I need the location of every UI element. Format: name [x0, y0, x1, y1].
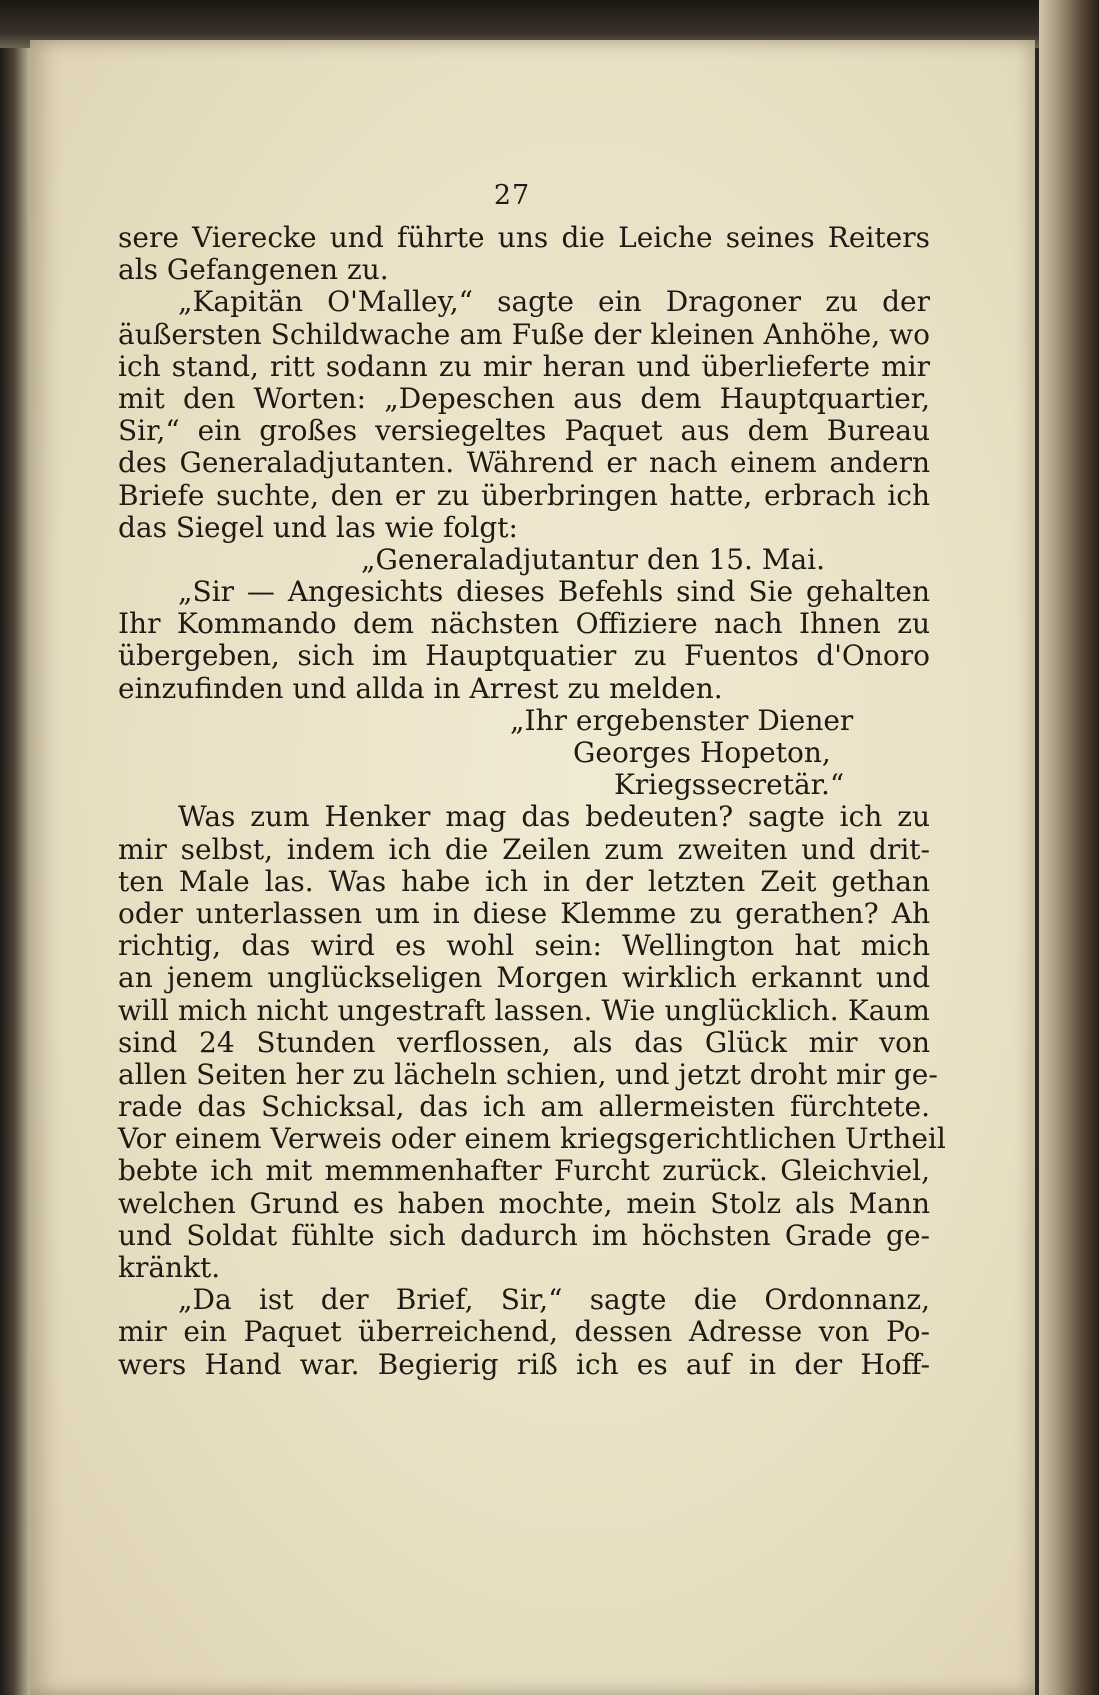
text-line: wers Hand war. Begierig riß ich es auf in der Hoff- — [118, 1347, 930, 1381]
page-text — [118, 221, 946, 1381]
text-line: mit den Worten: „Depeschen aus dem Hauptquartier, — [118, 381, 930, 415]
book-binding — [0, 0, 34, 1695]
text-line: ten Male las. Was habe ich in der letzten Zeit gethan — [118, 864, 930, 898]
text-line: „Da ist der Brief, Sir,“ sagte die Ordonnanz, — [178, 1283, 930, 1317]
text-line: sind 24 Stunden verflossen, als das Glück mir von — [118, 1025, 930, 1059]
text-line: als Gefangenen zu. — [118, 253, 389, 287]
text-line: mir selbst, indem ich die Zeilen zum zweiten und drit- — [118, 832, 930, 866]
text-line: bebte ich mit memmenhafter Furcht zurück. Gleichviel, — [118, 1154, 930, 1188]
text-line: Vor einem Verweis oder einem kriegsgerichtlichen Urtheil — [118, 1122, 946, 1156]
page-stack-edge — [1039, 0, 1099, 1695]
letter-signature: Georges Hopeton, — [573, 736, 831, 769]
text-line: und Soldat fühlte sich dadurch im höchsten Grade ge- — [118, 1218, 930, 1252]
text-line: ich stand, ritt sodann zu mir heran und überlieferte mir — [118, 349, 930, 383]
page-number: 27 — [493, 180, 531, 211]
text-line: welchen Grund es haben mochte, mein Stolz als Mann — [118, 1186, 930, 1220]
text-line: äußersten Schildwache am Fuße der kleinen Anhöhe, wo — [118, 317, 930, 351]
text-line: des Generaladjutanten. Während er nach einem andern — [118, 446, 930, 480]
text-line: allen Seiten her zu lächeln schien, und jetzt droht mir ge- — [118, 1057, 938, 1091]
text-line: einzufinden und allda in Arrest zu melden. — [118, 671, 723, 705]
text-line: will mich nicht ungestraft lassen. Wie unglücklich. Kaum — [118, 993, 930, 1027]
text-line: „Kapitän O'Malley,“ sagte ein Dragoner zu der — [178, 285, 930, 319]
text-line: kränkt. — [118, 1251, 221, 1284]
letter-signature-title: Kriegssecretär.“ — [614, 768, 845, 802]
text-line: mir ein Paquet überreichend, dessen Adresse von Po- — [118, 1315, 930, 1349]
letter-closing: „Ihr ergebenster Diener — [510, 703, 854, 737]
text-line: Briefe suchte, den er zu überbringen hatte, erbrach ich — [118, 478, 930, 512]
text-line: an jenem unglückseligen Morgen wirklich erkannt und — [118, 961, 930, 995]
text-line: „Sir — Angesichts dieses Befehls sind Sie gehalten — [178, 575, 930, 609]
letter-dateline: „Generaladjutantur den 15. Mai. — [361, 542, 826, 576]
text-line: Sir,“ ein großes versiegeltes Paquet aus dem Bureau — [118, 414, 930, 448]
text-line: richtig, das wird es wohl sein: Wellington hat mich — [118, 929, 930, 963]
text-line: rade das Schicksal, das ich am allermeisten fürchtete. — [118, 1090, 930, 1124]
book-page — [30, 40, 1035, 1695]
text-line: Ihr Kommando dem nächsten Offiziere nach Ihnen zu — [118, 607, 930, 641]
text-line: oder unterlassen um in diese Klemme zu gerathen? Ah — [118, 896, 930, 930]
text-line: sere Vierecke und führte uns die Leiche seines Reiters — [118, 221, 930, 254]
text-line: Was zum Henker mag das bedeuten? sagte ich zu — [178, 800, 930, 834]
text-line: übergeben, sich im Hauptquatier zu Fuentos d'Onoro — [118, 639, 930, 673]
text-line: das Siegel und las wie folgt: — [118, 510, 518, 544]
